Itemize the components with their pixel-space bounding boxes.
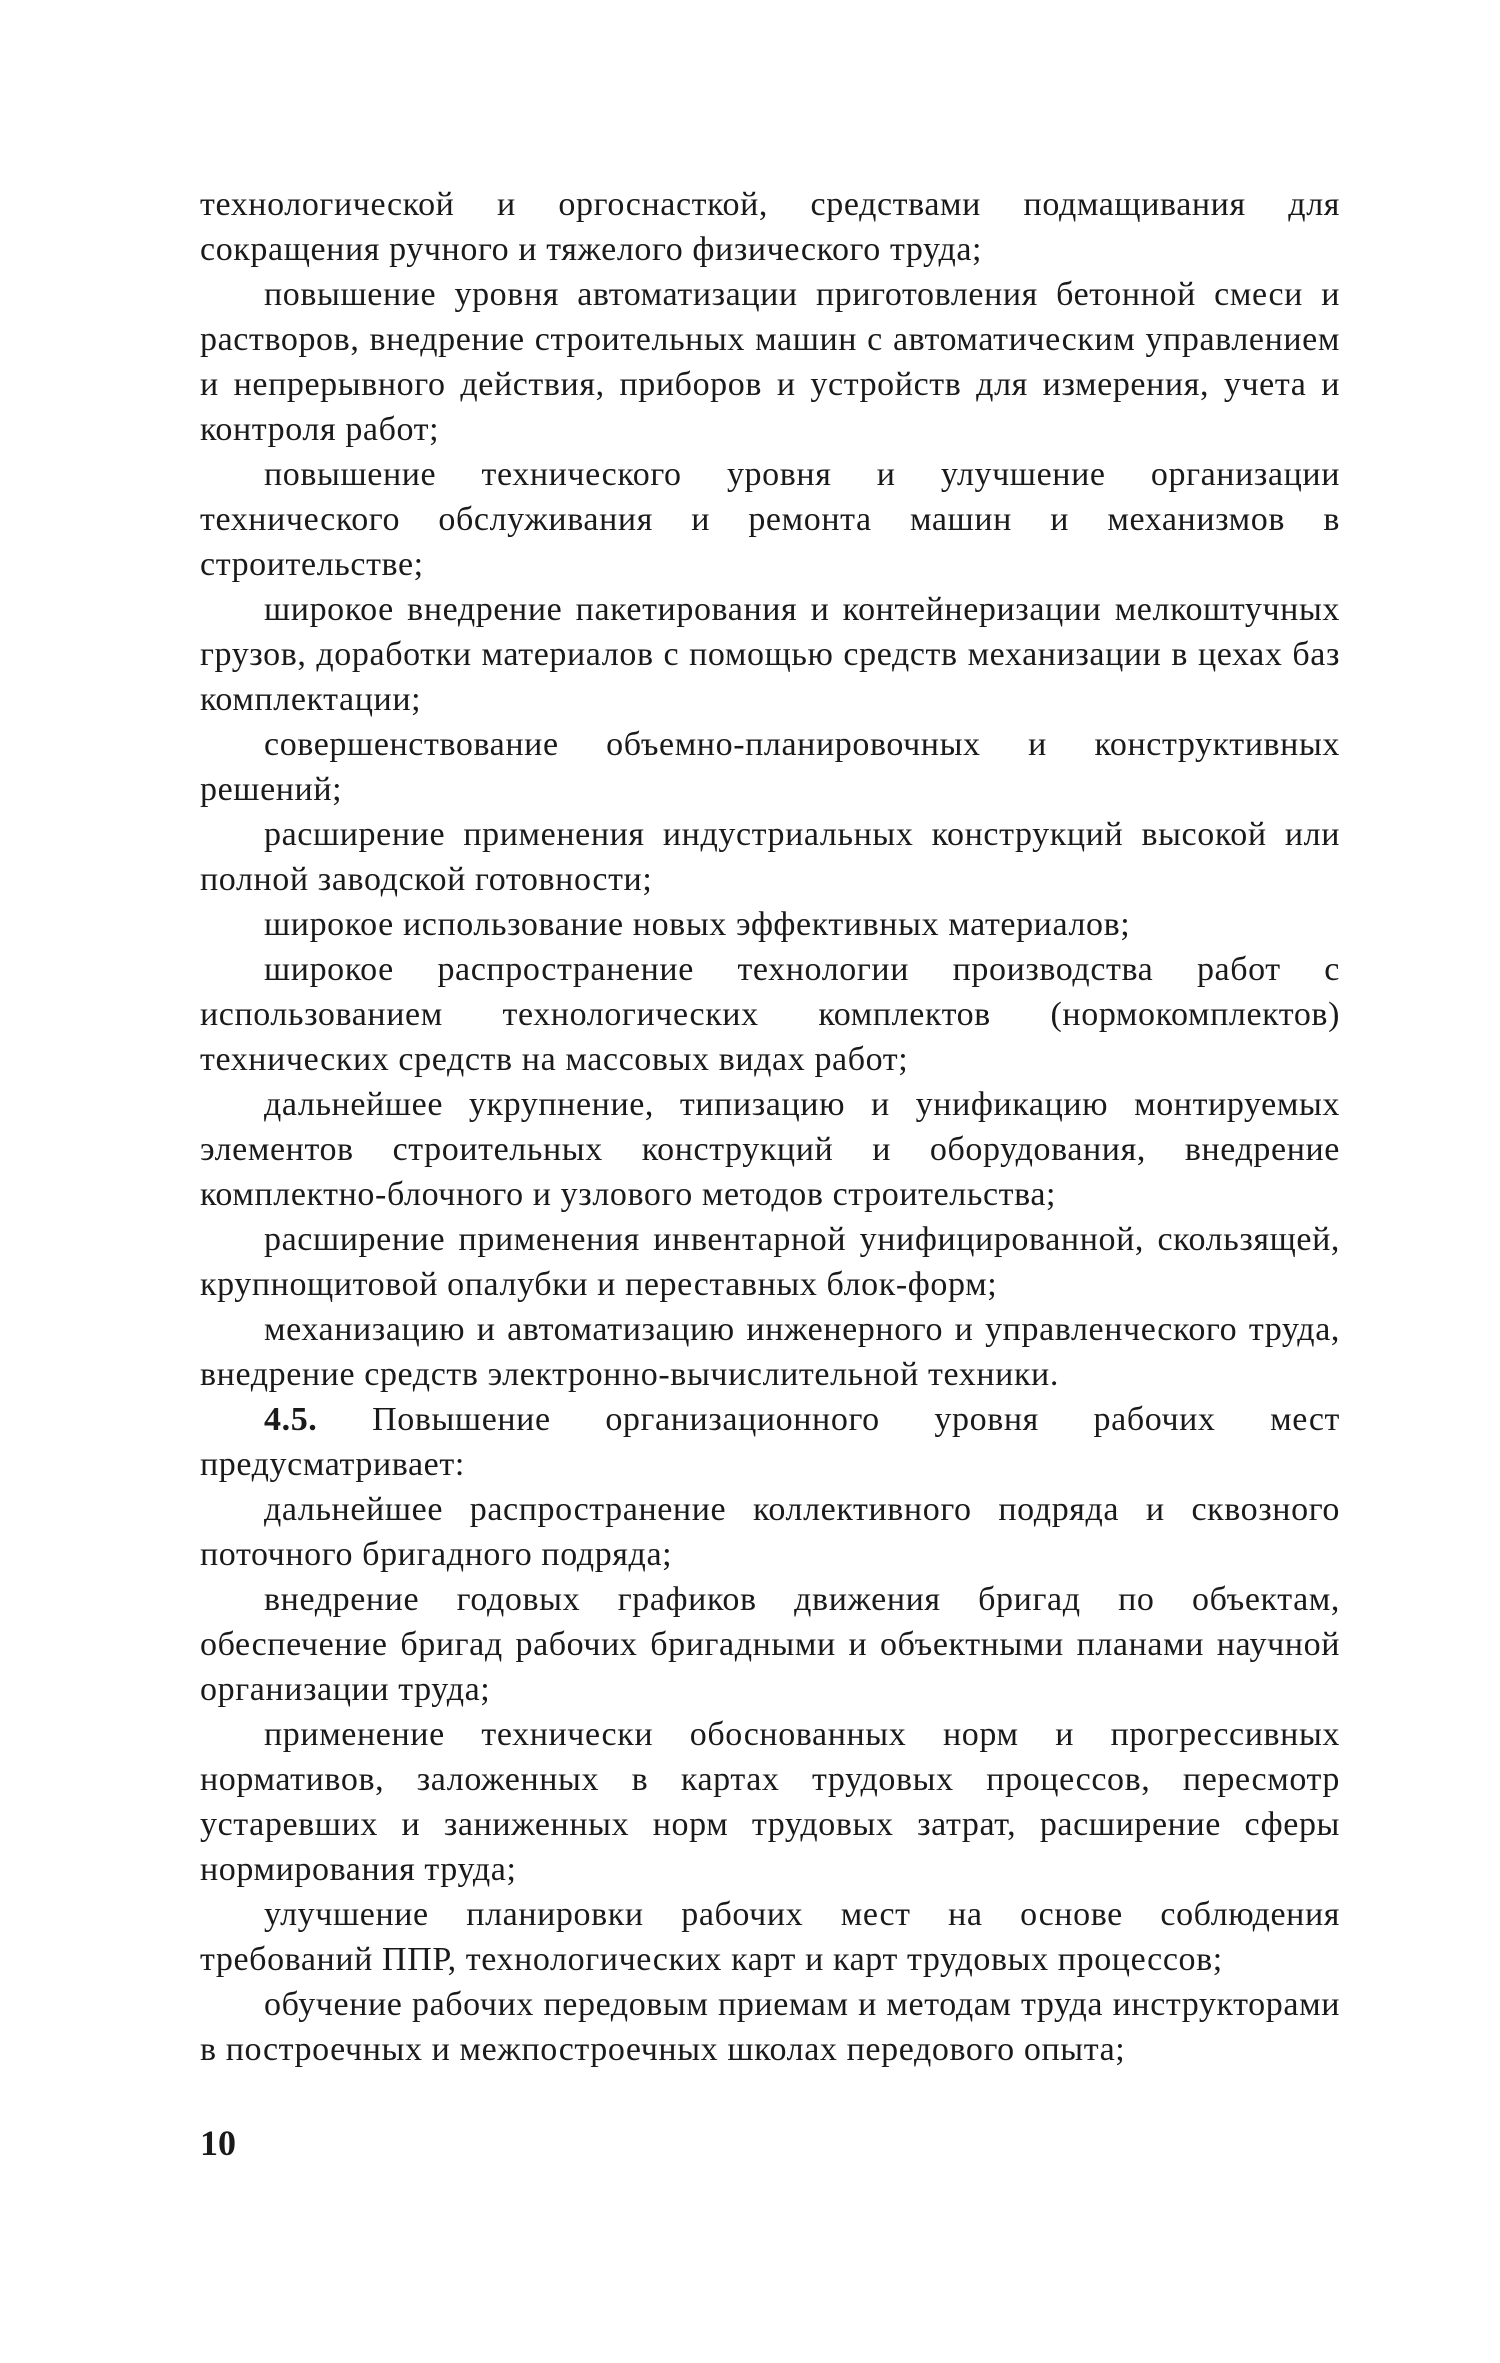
- page-number: 10: [200, 2123, 236, 2163]
- paragraph: повышение уровня автоматизации приготовления бетонной смеси и растворов, внедрение строительных машин с автоматическим управлением и непрерывного действия, приборов и устройств для измерения, учета и контроля работ;: [200, 276, 1340, 448]
- paragraph: применение технически обоснованных норм и прогрессивных нормативов, заложенных в картах трудовых процессов, пересмотр устаревших и заниженных норм трудовых затрат, расширение сферы нормирования труда;: [200, 1716, 1340, 1888]
- paragraph: расширение применения индустриальных конструкций высокой или полной заводской готовности;: [200, 816, 1340, 898]
- section-paragraph: [200, 1397, 1340, 1487]
- paragraph: широкое распространение технологии производства работ с использованием технологических комплектов (нормокомплектов) технических средств на массовых видах работ;: [200, 951, 1340, 1078]
- paragraph: совершенствование объемно-планировочных и конструктивных решений;: [200, 726, 1340, 808]
- body-text: [200, 182, 1340, 2072]
- section-text: Повышение организационного уровня рабочих мест предусматривает:: [200, 1401, 1340, 1483]
- paragraph: повышение технического уровня и улучшение организации технического обслуживания и ремонта машин и механизмов в строительстве;: [200, 456, 1340, 583]
- paragraph: широкое внедрение пакетирования и контейнеризации мелкоштучных грузов, доработки материалов с помощью средств механизации в цехах баз комплектации;: [200, 591, 1340, 718]
- paragraph: технологической и оргоснасткой, средствами подмащивания для сокращения ручного и тяжелого физического труда;: [200, 186, 1340, 268]
- section-number: 4.5.: [264, 1401, 318, 1438]
- paragraph: дальнейшее укрупнение, типизацию и унификацию монтируемых элементов строительных конструкций и оборудования, внедрение комплектно-блочного и узлового методов строительства;: [200, 1086, 1340, 1213]
- paragraph: широкое использование новых эффективных материалов;: [264, 906, 1131, 943]
- paragraph: улучшение планировки рабочих мест на основе соблюдения требований ППР, технологических карт и карт трудовых процессов;: [200, 1896, 1340, 1978]
- paragraph: внедрение годовых графиков движения бригад по объектам, обеспечение бригад рабочих бригадными и объектными планами научной организации труда;: [200, 1581, 1340, 1708]
- paragraph: расширение применения инвентарной унифицированной, скользящей, крупнощитовой опалубки и переставных блок-форм;: [200, 1221, 1340, 1303]
- paragraph: механизацию и автоматизацию инженерного и управленческого труда, внедрение средств электронно-вычислительной техники.: [200, 1311, 1340, 1393]
- paragraph: обучение рабочих передовым приемам и методам труда инструкторами в построечных и межпостроечных школах передового опыта;: [200, 1986, 1340, 2068]
- paragraph: дальнейшее распространение коллективного подряда и сквозного поточного бригадного подряда;: [200, 1491, 1340, 1573]
